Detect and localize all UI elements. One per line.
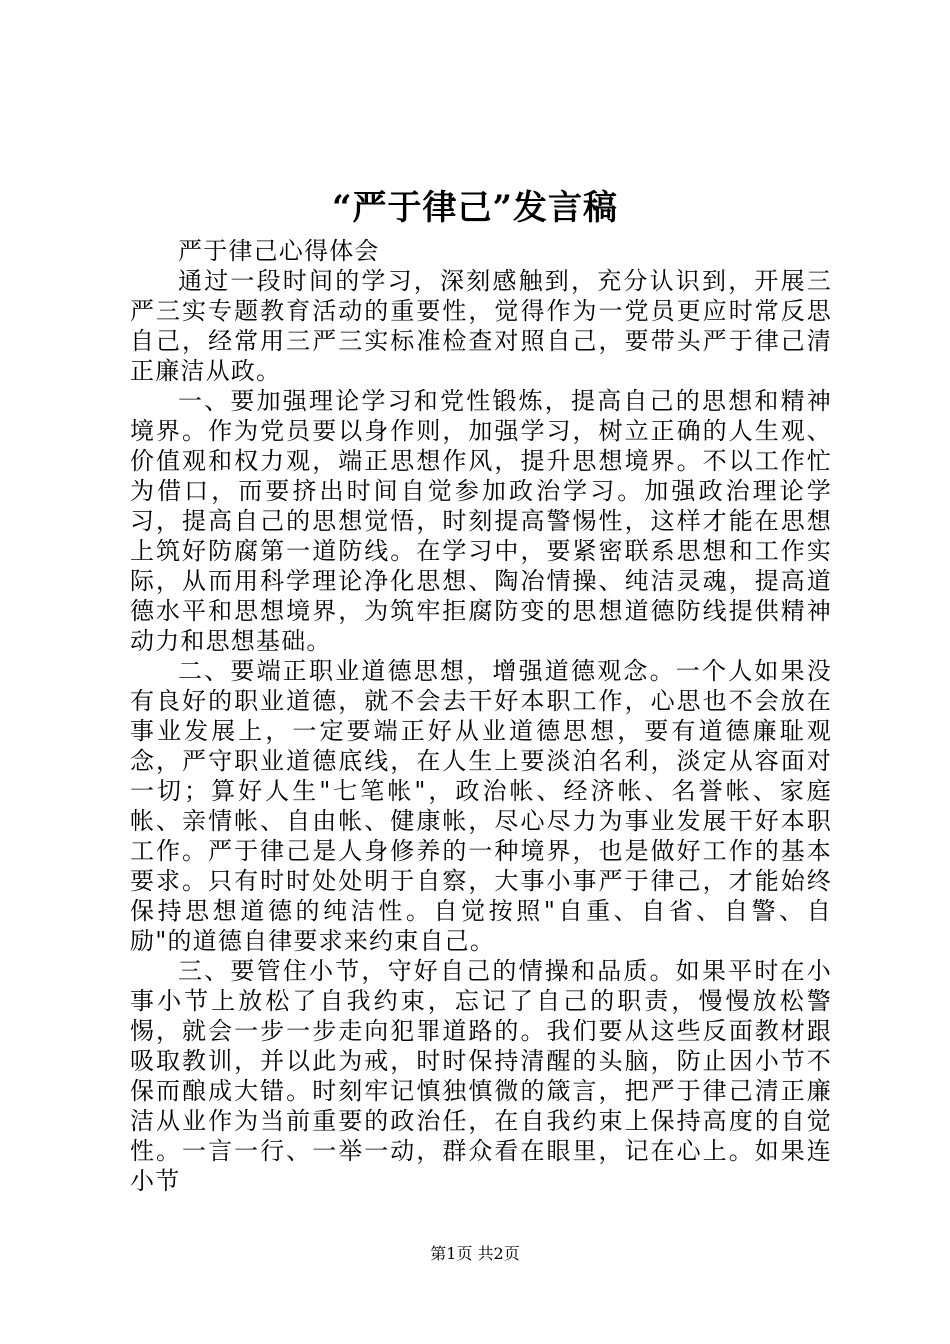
paragraph-point-2: 二、要端正职业道德思想，增强道德观念。一个人如果没有良好的职业道德，就不会去干好本职工作，心思也不会放在事业发展上，一定要端正好从业道德思想，要有道德廉耻观念，严守职业道德底线，在人生上要淡泊名利，淡定从容面对一切；算好人生"七笔帐"，政治帐、经济帐、名誉帐、家庭帐、亲情帐、自由帐、健康帐，尽心尽力为事业发展干好本职工作。严于律己是人身修养的一种境界，也是做好工作的基本要求。只有时时处处明于自察，大事小事严于律己，才能始终保持思想道德的纯洁性。自觉按照"自重、自省、自警、自励"的道德自律要求来约束自己。	[130, 657, 832, 955]
document-body	[130, 236, 832, 1196]
paragraph-point-3: 三、要管住小节，守好自己的情操和品质。如果平时在小事小节上放松了自我约束，忘记了自己的职责，慢慢放松警惕，就会一步一步走向犯罪道路的。我们要从这些反面教材跟吸取教训，并以此为戒，时时保持清醒的头脑，防止因小节不保而酿成大错。时刻牢记慎独慎微的箴言，把严于律己清正廉洁从业作为当前重要的政治任，在自我约束上保持高度的自觉性。一言一行、一举一动，群众看在眼里，记在心上。如果连小节	[130, 957, 832, 1195]
document-title: “严于律己”发言稿	[331, 188, 619, 228]
paragraph-point-1: 一、要加强理论学习和党性锻炼，提高自己的思想和精神境界。作为党员要以身作则，加强学习，树立正确的人生观、价值观和权力观，端正思想作风，提升思想境界。不以工作忙为借口，而要挤出时间自觉参加政治学习。加强政治理论学习，提高自己的思想觉悟，时刻提高警惕性，这样才能在思想上筑好防腐第一道防线。在学习中，要紧密联系思想和工作实际，从而用科学理论净化思想、陶冶情操、纯洁灵魂，提高道德水平和思想境界，为筑牢拒腐防变的思想道德防线提供精神动力和思想基础。	[130, 387, 832, 655]
paragraph-intro: 通过一段时间的学习，深刻感触到，充分认识到，开展三严三实专题教育活动的重要性，觉得作为一党员更应时常反思自己，经常用三严三实标准检查对照自己，要带头严于律己清正廉洁从政。	[130, 267, 832, 385]
paragraph-subtitle: 严于律己心得体会	[178, 237, 380, 265]
page-number-footer: 第1页 共2页	[430, 1244, 520, 1263]
